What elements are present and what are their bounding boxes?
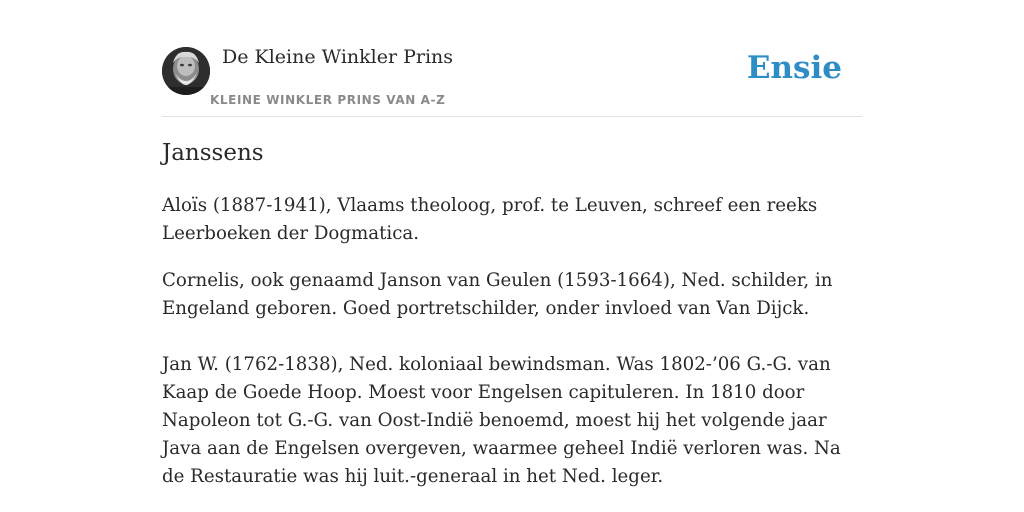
- page: [162, 0, 862, 512]
- brand-logo[interactable]: Ensie: [746, 50, 842, 86]
- header: [162, 0, 862, 117]
- author-name[interactable]: De Kleine Winkler Prins: [222, 46, 454, 68]
- article-paragraph: Cornelis, ook genaamd Janson van Geulen (1593-1664), Ned. schilder, in Engeland geboren. Goed portretschilder, onder invloed van Van Dijck.: [162, 270, 833, 319]
- article-paragraph: Jan W. (1762-1838), Ned. koloniaal bewindsman. Was 1802-’06 G.-G. van Kaap de Goede Hoop. Moest voor Engelsen capituleren. In 1810 door Napoleon tot G.-G. van Oost-Indië benoemd, moest hij het volgende jaar Java aan de Engelsen overgeven, waarmee geheel Indië verloren was. Na de Restauratie was hij luit.-generaal in het Ned. leger.: [162, 354, 841, 487]
- article-title: Janssens: [162, 140, 264, 166]
- publication-name[interactable]: KLEINE WINKLER PRINS VAN A-Z: [210, 93, 446, 107]
- article-paragraph: Aloïs (1887-1941), Vlaams theoloog, prof. te Leuven, schreef een reeks Leerboeken der Dogmatica.: [162, 195, 818, 244]
- portrait-image: [162, 47, 210, 95]
- author-avatar[interactable]: [162, 47, 210, 95]
